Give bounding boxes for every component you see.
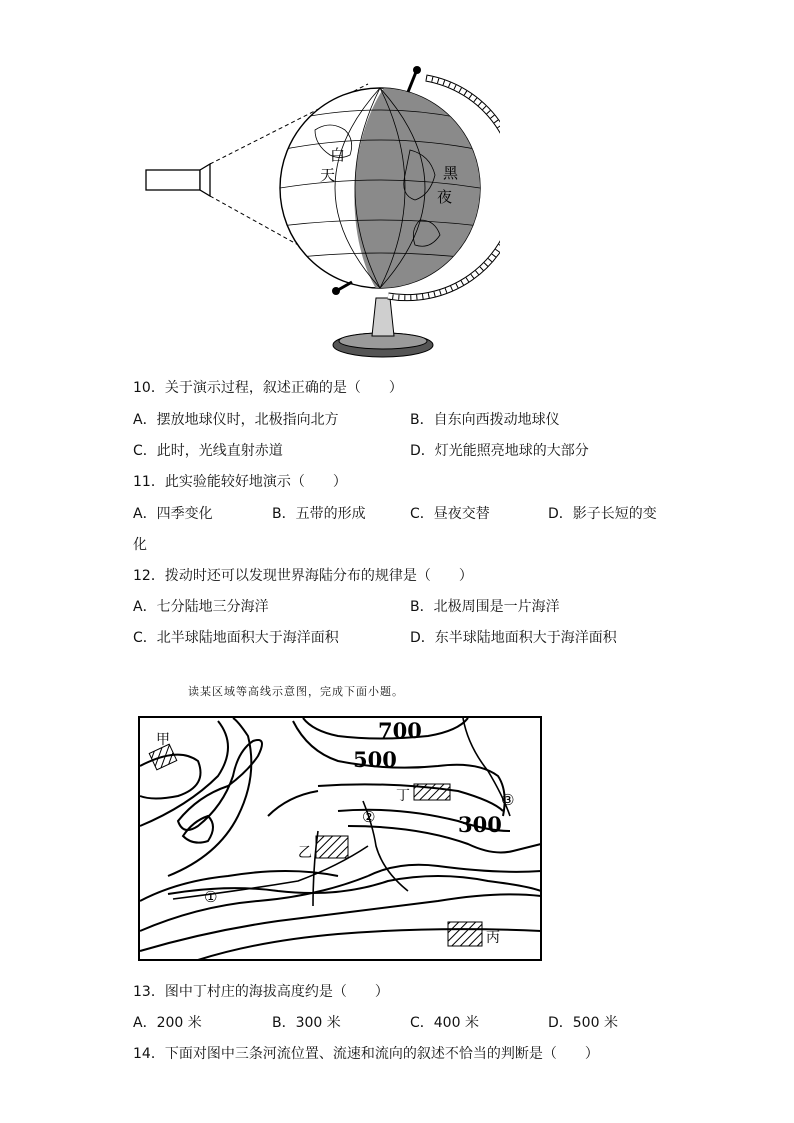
globe-stand [372,298,394,336]
contour-map [138,716,542,961]
village-label-bing: 丙 [486,930,500,946]
lamp-body [146,170,200,190]
day-label-2: 天 [320,166,336,184]
lamp-head [200,164,210,196]
contour-label-500: 500 [353,747,397,772]
question-13-stem: 13．图中丁村庄的海拔高度约是（ ） [133,984,389,1000]
question-10-option-d[interactable]: D．灯光能照亮地球的大部分 [410,443,589,459]
question-13-option-a[interactable]: A．200 米 [133,1015,202,1031]
globe-axis-north [408,72,416,92]
river-label-2: ② [362,808,376,826]
night-side [354,82,490,292]
contour-label-700: 700 [378,718,422,743]
village-bing-marker [448,922,482,946]
night-label-2: 夜 [437,188,453,206]
river-label-3: ③ [501,791,515,809]
village-label-jia: 甲 [156,732,170,748]
question-11-option-c[interactable]: C．昼夜交替 [410,506,490,522]
question-13-option-b[interactable]: B．300 米 [272,1015,341,1031]
day-label-1: 白 [330,146,346,164]
question-11-option-d[interactable]: D．影子长短的变 [548,506,657,522]
village-label-ding: 丁 [396,788,410,804]
question-13-option-d[interactable]: D．500 米 [548,1015,618,1031]
night-label-1: 黑 [443,164,459,182]
globe-figure [140,60,500,365]
village-label-yi: 乙 [298,845,312,861]
question-10-option-a[interactable]: A．摆放地球仪时，北极指向北方 [133,412,339,428]
question-13-option-c[interactable]: C．400 米 [410,1015,479,1031]
village-ding-marker [414,784,450,800]
question-11-stem: 11．此实验能较好地演示（ ） [133,474,347,490]
globe-axis-south [338,282,352,290]
question-12-option-b[interactable]: B．北极周围是一片海洋 [410,599,560,615]
question-10-option-b[interactable]: B．自东向西拨动地球仪 [410,412,560,428]
question-12-option-c[interactable]: C．北半球陆地面积大于海洋面积 [133,630,339,646]
contour-intro: 读某区域等高线示意图，完成下面小题。 [188,685,404,698]
question-11-option-a[interactable]: A．四季变化 [133,506,213,522]
question-11-option-b[interactable]: B．五带的形成 [272,506,366,522]
river-label-1: ① [204,888,218,906]
question-12-option-a[interactable]: A．七分陆地三分海洋 [133,599,269,615]
question-10-option-c[interactable]: C．此时，光线直射赤道 [133,443,283,459]
question-11-option-d-wrap: 化 [133,537,147,553]
village-yi-marker [316,836,348,858]
question-10-stem: 10．关于演示过程，叙述正确的是（ ） [133,380,403,396]
question-12-stem: 12．拨动时还可以发现世界海陆分布的规律是（ ） [133,568,473,584]
question-12-option-d[interactable]: D．东半球陆地面积大于海洋面积 [410,630,617,646]
question-14-stem: 14．下面对图中三条河流位置、流速和流向的叙述不恰当的判断是（ ） [133,1046,599,1062]
contour-label-300: 300 [458,812,502,837]
